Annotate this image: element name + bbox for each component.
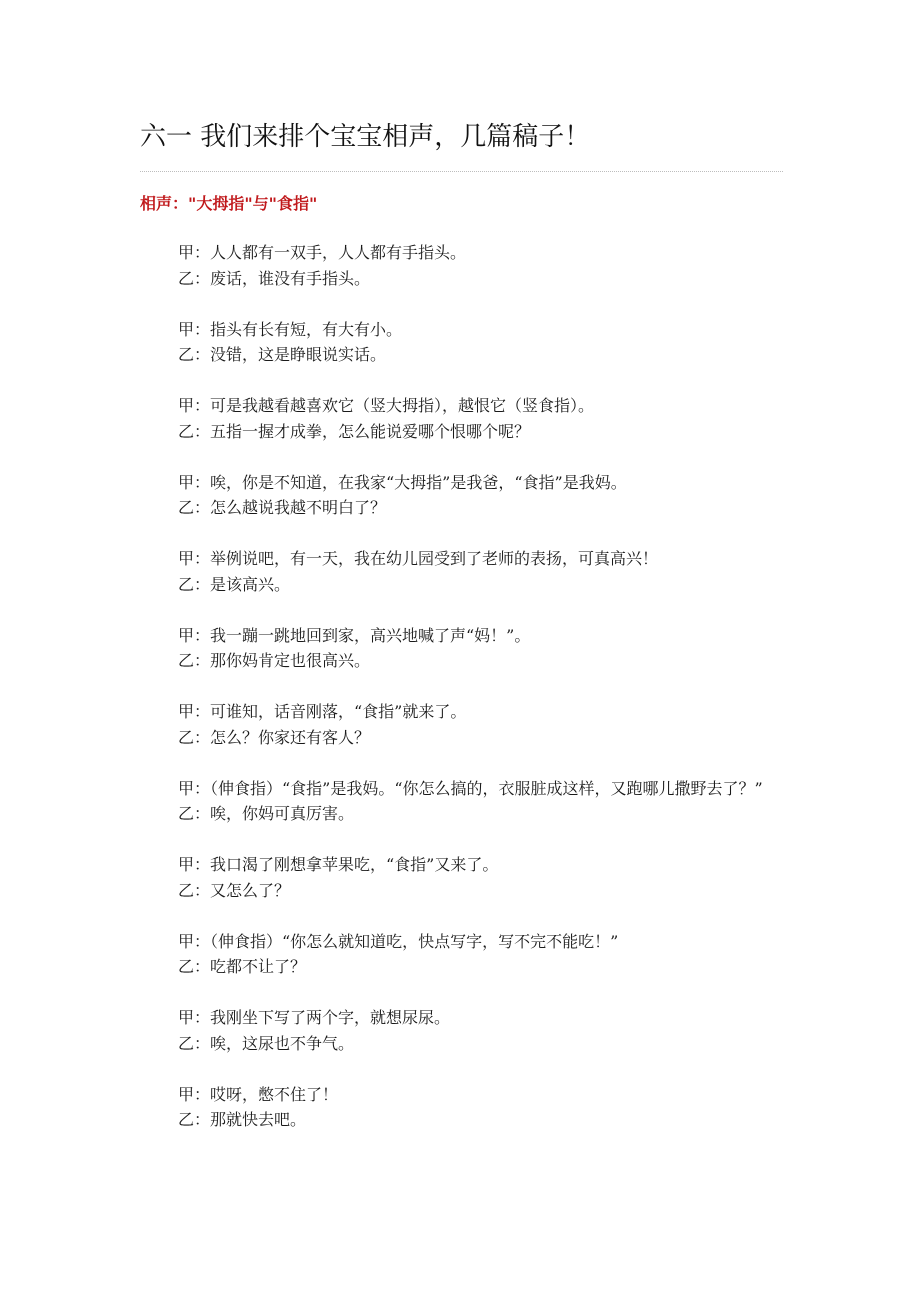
line-jia: 甲：我刚坐下写了两个字，就想尿尿。 (178, 1008, 451, 1027)
dialogue-exchange (140, 852, 785, 903)
line-yi: 乙：五指一握才成拳，怎么能说爱哪个恨哪个呢？ (178, 421, 531, 441)
dialogue-exchange (140, 776, 785, 827)
line-jia: 甲：唉，你是不知道，在我家“大拇指”是我爸，“食指”是我妈。 (178, 472, 627, 492)
line-jia: 甲：（伸食指）“食指”是我妈。“你怎么搞的，衣服脏成这样，又跑哪儿撒野去了？” (178, 778, 763, 798)
line-yi: 乙：那就快去吧。 (178, 1110, 307, 1129)
line-jia: 甲：（伸食指）“你怎么就知道吃，快点写字，写不完不能吃！” (178, 931, 619, 951)
dialogue-exchange (140, 1082, 785, 1133)
title-divider (140, 171, 783, 172)
dialogue-exchange (140, 393, 785, 444)
dialogue-exchange (140, 546, 785, 597)
dialogue-exchange (140, 929, 785, 980)
dialogue-exchange (140, 699, 785, 750)
line-jia: 甲：可是我越看越喜欢它（竖大拇指），越恨它（竖食指）。 (178, 396, 595, 415)
line-yi: 乙：是该高兴。 (178, 574, 291, 594)
line-yi: 乙：没错，这是睁眼说实话。 (178, 345, 387, 364)
line-jia: 甲：哎呀，憋不住了！ (178, 1084, 339, 1104)
dialogue-exchange (140, 240, 785, 291)
line-yi: 乙：怎么越说我越不明白了？ (178, 498, 387, 517)
line-jia: 甲：我口渴了刚想拿苹果吃，“食指”又来了。 (178, 855, 499, 874)
dialogue-exchange (140, 470, 785, 521)
line-yi: 乙：废话，谁没有手指头。 (178, 268, 371, 288)
line-yi: 乙：唉，你妈可真厉害。 (178, 804, 355, 823)
dialogue-exchange (140, 317, 785, 368)
dialogue-exchange (140, 623, 785, 674)
line-jia: 甲：我一蹦一跳地回到家，高兴地喊了声“妈！”。 (178, 625, 531, 645)
section-title: 相声："大拇指"与"食指" (140, 194, 318, 213)
line-jia: 甲：人人都有一双手，人人都有手指头。 (178, 243, 467, 262)
line-jia: 甲：指头有长有短，有大有小。 (178, 319, 403, 339)
line-jia: 甲：举例说吧，有一天，我在幼儿园受到了老师的表扬，可真高兴！ (178, 549, 659, 568)
line-yi: 乙：唉，这尿也不争气。 (178, 1033, 355, 1053)
line-yi: 乙：又怎么了？ (178, 880, 291, 900)
line-yi: 乙：那你妈肯定也很高兴。 (178, 651, 371, 670)
dialogue-body (140, 240, 785, 1158)
dialogue-exchange (140, 1005, 785, 1056)
line-jia: 甲：可谁知，话音刚落，“食指”就来了。 (178, 702, 467, 721)
document-title: 六一 我们来排个宝宝相声，几篇稿子！ (140, 122, 591, 152)
line-yi: 乙：吃都不让了？ (178, 957, 307, 976)
line-yi: 乙：怎么？你家还有客人？ (178, 727, 371, 747)
